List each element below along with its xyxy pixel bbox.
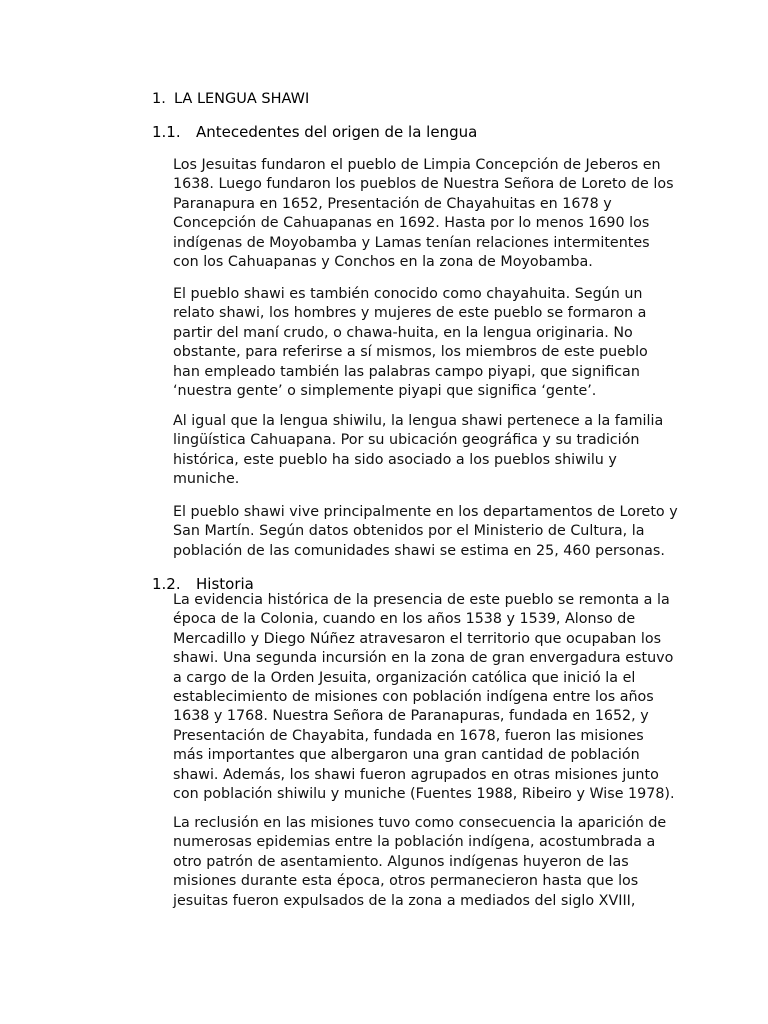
paragraph-evidencia-historica bbox=[173, 591, 673, 804]
subheading-antecedentes bbox=[152, 123, 477, 141]
text-line: shawi. Una segunda incursión en la zona de gran envergadura estuvo bbox=[173, 650, 674, 667]
text-line: Al igual que la lengua shiwilu, la lengua shawi pertenece a la familia bbox=[173, 413, 664, 429]
text-line: El pueblo shawi es también conocido como chayahuita. Según un bbox=[173, 286, 643, 302]
paragraph-chayahuita bbox=[173, 285, 673, 401]
text-line: más importantes que albergaron una gran cantidad de población bbox=[173, 747, 640, 764]
text-line: establecimiento de misiones con población indígena entre los años bbox=[173, 689, 654, 706]
text-line: relato shawi, los hombres y mujeres de este pueblo se formaron a bbox=[173, 305, 647, 322]
text-line: numerosas epidemias entre la población indígena, acostumbrada a bbox=[173, 834, 656, 851]
text-line: San Martín. Según datos obtenidos por el Ministerio de Cultura, la bbox=[173, 523, 645, 540]
text-line: población de las comunidades shawi se estima en 25, 460 personas. bbox=[173, 542, 665, 559]
paragraph-poblacion bbox=[173, 503, 678, 561]
text-line: jesuitas fueron expulsados de la zona a mediados del siglo XVIII, bbox=[173, 892, 636, 909]
text-line: han empleado también las palabras campo piyapi, que significan bbox=[173, 363, 640, 380]
text-line: partir del maní crudo, o chawa-huita, en la lengua originaria. No bbox=[173, 324, 633, 341]
text-line: 1638. Luego fundaron los pueblos de Nuestra Señora de Loreto de los bbox=[173, 176, 674, 193]
heading-text: LA LENGUA SHAWI bbox=[174, 91, 310, 107]
text-line: época de la Colonia, cuando en los años 1538 y 1539, Alonso de bbox=[173, 611, 636, 628]
text-line: Presentación de Chayabita, fundada en 1678, fueron las misiones bbox=[173, 727, 644, 744]
text-line: otro patrón de asentamiento. Algunos indígenas huyeron de las bbox=[173, 853, 629, 870]
text-line: con los Cahuapanas y Conchos en la zona de Moyobamba. bbox=[173, 254, 593, 271]
heading-la-lengua-shawi bbox=[152, 91, 309, 107]
subheading-text: Antecedentes del origen de la lengua bbox=[196, 123, 478, 141]
text-line: La evidencia histórica de la presencia de este pueblo se remonta a la bbox=[173, 592, 670, 608]
text-line: histórica, este pueblo ha sido asociado a los pueblos shiwilu y bbox=[173, 451, 617, 468]
text-line: obstante, para referirse a sí mismos, los miembros de este pueblo bbox=[173, 344, 648, 361]
text-line: Concepción de Cahuapanas en 1692. Hasta por lo menos 1690 los bbox=[173, 215, 650, 232]
text-line: shawi. Además, los shawi fueron agrupados en otras misiones junto bbox=[173, 766, 659, 783]
heading-number: 1. bbox=[152, 91, 166, 107]
paragraph-reclusion bbox=[173, 814, 673, 911]
text-line: ‘nuestra gente’ o simplemente piyapi que significa ‘gente’. bbox=[173, 383, 597, 400]
subheading-text: Historia bbox=[196, 575, 254, 593]
text-line: con población shiwilu y muniche (Fuentes 1988, Ribeiro y Wise 1978). bbox=[173, 786, 675, 803]
text-line: a cargo de la Orden Jesuita, organización católica que inició la el bbox=[173, 669, 636, 686]
text-line: Mercadillo y Diego Núñez atravesaron el territorio que ocupaban los bbox=[173, 630, 662, 647]
text-line: misiones durante esta época, otros permanecieron hasta que los bbox=[173, 873, 639, 890]
text-line: 1638 y 1768. Nuestra Señora de Paranapuras, fundada en 1652, y bbox=[173, 708, 649, 725]
paragraph-jesuitas bbox=[173, 156, 673, 272]
text-line: Los Jesuitas fundaron el pueblo de Limpia Concepción de Jeberos en bbox=[173, 157, 661, 173]
paragraph-familia-cahuapana bbox=[173, 412, 673, 490]
text-line: indígenas de Moyobamba y Lamas tenían relaciones intermitentes bbox=[173, 234, 650, 251]
subheading-number: 1.1. bbox=[152, 123, 181, 141]
text-line: Paranapura en 1652, Presentación de Chayahuitas en 1678 y bbox=[173, 195, 612, 212]
text-line: muniche. bbox=[173, 471, 240, 488]
text-line: lingüística Cahuapana. Por su ubicación geográfica y su tradición bbox=[173, 432, 640, 449]
text-line: El pueblo shawi vive principalmente en los departamentos de Loreto y bbox=[173, 504, 678, 520]
text-line: La reclusión en las misiones tuvo como consecuencia la aparición de bbox=[173, 815, 667, 831]
subheading-number: 1.2. bbox=[152, 575, 181, 593]
